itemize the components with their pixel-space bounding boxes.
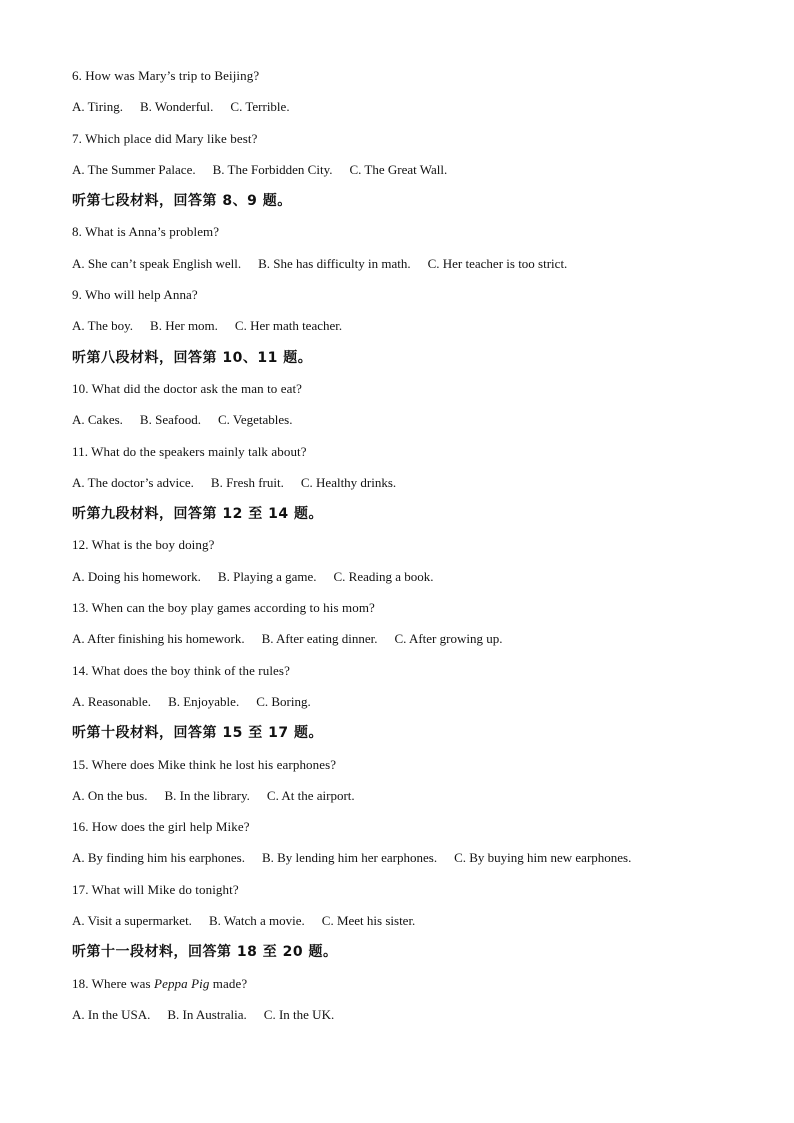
answer-options	[72, 316, 762, 347]
answer-option: B. Seafood.	[139, 412, 201, 428]
question-text: 13. When can the boy play games according to his mom?	[72, 600, 375, 616]
question-text: 12. What is the boy doing?	[72, 537, 215, 553]
answer-option: B. She has difficulty in math.	[258, 255, 411, 271]
answer-options	[72, 629, 762, 660]
answer-options	[72, 473, 762, 504]
answer-option: B. Her mom.	[150, 318, 218, 334]
answer-option: A. Visit a supermarket.	[72, 913, 192, 929]
answer-option: C. Her teacher is too strict.	[427, 255, 568, 271]
answer-option: B. Watch a movie.	[208, 913, 305, 929]
question-text: 10. What did the doctor ask the man to eat?	[72, 380, 303, 396]
question-text: 8. What is Anna’s problem?	[72, 224, 220, 240]
answer-option: A. The boy.	[72, 318, 134, 334]
question-text: 16. How does the girl help Mike?	[72, 819, 250, 835]
title-italic: Peppa Pig	[154, 975, 210, 991]
answer-options	[72, 692, 762, 723]
answer-options	[72, 848, 762, 879]
answer-options	[72, 97, 762, 128]
answer-options	[72, 911, 762, 942]
answer-option: B. In Australia.	[167, 1006, 247, 1022]
answer-option: C. Vegetables.	[217, 412, 293, 428]
answer-option: C. Meet his sister.	[321, 913, 416, 929]
section-heading: 听第七段材料，回答第 8、9 题。	[72, 193, 292, 210]
question-text: 15. Where does Mike think he lost his earphones?	[72, 756, 337, 772]
answer-option: C. Boring.	[256, 693, 311, 709]
answer-option: A. The Summer Palace.	[72, 161, 196, 177]
question-text: 9. Who will help Anna?	[72, 287, 198, 303]
answer-option: C. Her math teacher.	[234, 318, 343, 334]
answer-option: C. Terrible.	[230, 99, 290, 115]
answer-option: B. By lending him her earphones.	[261, 850, 438, 866]
answer-options	[72, 786, 762, 817]
question-text: 14. What does the boy think of the rules?	[72, 662, 290, 678]
answer-options	[72, 254, 762, 285]
answer-option: B. Playing a game.	[217, 568, 317, 584]
exam-page	[72, 66, 762, 1036]
answer-option: B. In the library.	[164, 787, 250, 803]
answer-option: A. In the USA.	[72, 1006, 151, 1022]
answer-option: A. She can’t speak English well.	[72, 255, 242, 271]
answer-options	[72, 1005, 762, 1036]
answer-option: A. On the bus.	[72, 787, 148, 803]
question-text: 6. How was Mary’s trip to Beijing?	[72, 68, 260, 83]
answer-option: A. The doctor’s advice.	[72, 474, 194, 490]
answer-option: B. Enjoyable.	[168, 693, 240, 709]
answer-option: A. Tiring.	[72, 99, 123, 115]
question-fragment: made?	[209, 975, 248, 991]
section-heading: 听第十段材料，回答第 15 至 17 题。	[72, 725, 323, 742]
answer-option: C. In the UK.	[263, 1006, 335, 1022]
answer-options	[72, 160, 762, 191]
answer-option: B. The Forbidden City.	[212, 161, 333, 177]
answer-option: B. Wonderful.	[139, 99, 214, 115]
answer-option: A. Reasonable.	[72, 693, 152, 709]
answer-options	[72, 567, 762, 598]
answer-option: A. Doing his homework.	[72, 568, 201, 584]
answer-option: C. After growing up.	[394, 631, 503, 647]
answer-option: C. The Great Wall.	[349, 161, 448, 177]
answer-option: B. After eating dinner.	[261, 631, 378, 647]
answer-option: A. By finding him his earphones.	[72, 850, 245, 866]
section-heading: 听第九段材料，回答第 12 至 14 题。	[72, 506, 323, 523]
question-text: 17. What will Mike do tonight?	[72, 881, 239, 897]
question-text: 11. What do the speakers mainly talk about?	[72, 443, 307, 459]
answer-option: C. Healthy drinks.	[300, 474, 397, 490]
section-heading: 听第十一段材料，回答第 18 至 20 题。	[72, 944, 338, 961]
answer-options	[72, 410, 762, 441]
section-heading: 听第八段材料，回答第 10、11 题。	[72, 349, 313, 366]
answer-option: C. At the airport.	[266, 787, 355, 803]
question-text: 7. Which place did Mary like best?	[72, 130, 258, 146]
answer-option: C. By buying him new earphones.	[454, 850, 632, 866]
answer-option: A. Cakes.	[72, 412, 123, 428]
answer-option: A. After finishing his homework.	[72, 631, 245, 647]
question-fragment: 18. Where was	[72, 975, 155, 991]
question-text	[72, 974, 762, 1005]
answer-option: C. Reading a book.	[333, 568, 434, 584]
answer-option: B. Fresh fruit.	[210, 474, 284, 490]
